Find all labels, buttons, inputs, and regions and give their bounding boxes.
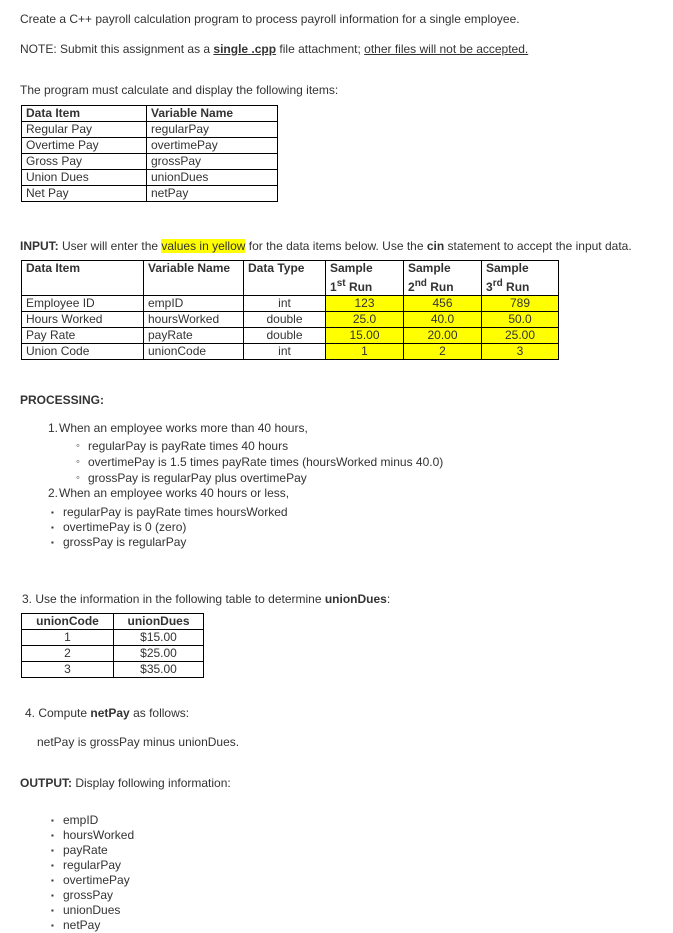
column-header-unioncode: unionCode xyxy=(22,614,114,630)
sample-value-cell: 50.0 xyxy=(482,312,559,328)
item4-text-2: as follows: xyxy=(129,706,190,720)
list-text: grossPay is regularPay plus overtimePay xyxy=(88,471,307,485)
list-text: overtimePay xyxy=(63,873,130,887)
union-dues-table xyxy=(21,613,204,678)
square-bullet-icon: ▪ xyxy=(51,508,54,517)
union-code-cell: 1 xyxy=(22,630,114,646)
list-text: netPay xyxy=(63,918,101,932)
column-header-data-item: Data Item xyxy=(22,261,144,296)
variable-name-cell: netPay xyxy=(147,186,278,202)
sample-value-cell: 15.00 xyxy=(326,328,404,344)
data-type-cell: double xyxy=(244,328,326,344)
output-items-list xyxy=(20,813,655,933)
square-bullet-icon: ▪ xyxy=(51,906,54,915)
variable-name-cell: regularPay xyxy=(147,122,278,138)
column-header-data-type: Data Type xyxy=(244,261,326,296)
list-text: When an employee works 40 hours or less, xyxy=(59,486,290,500)
input-highlight: values in yellow xyxy=(161,239,246,253)
input-text-2: for the data items below. Use the xyxy=(245,239,427,253)
processing-item-2-sublist xyxy=(20,505,655,550)
item3-uniondues-keyword: unionDues xyxy=(324,592,387,606)
table-row xyxy=(22,138,278,154)
list-item xyxy=(51,505,655,520)
list-item xyxy=(51,535,655,550)
run-number: 2 xyxy=(408,280,415,294)
sample-value-cell: 20.00 xyxy=(404,328,482,344)
processing-item-1-sublist xyxy=(20,438,655,486)
sample-value-cell: 789 xyxy=(482,296,559,312)
input-label: INPUT: xyxy=(20,239,59,253)
union-dues-cell: $15.00 xyxy=(114,630,204,646)
list-item xyxy=(51,828,655,843)
sample-value-cell: 123 xyxy=(326,296,404,312)
sample-value-cell: 2 xyxy=(404,344,482,360)
list-text: empID xyxy=(63,813,99,827)
data-type-cell: double xyxy=(244,312,326,328)
column-header-variable-name: Variable Name xyxy=(144,261,244,296)
intro-paragraph: Create a C++ payroll calculation program to process payroll information for a single employee. xyxy=(20,12,520,26)
run-number: 3 xyxy=(486,280,493,294)
list-item xyxy=(76,454,655,470)
table-row xyxy=(22,170,278,186)
square-bullet-icon: ▪ xyxy=(51,876,54,885)
variable-name-cell: overtimePay xyxy=(147,138,278,154)
union-code-cell: 3 xyxy=(22,662,114,678)
item3-text-1: 3. Use the information in the following table to determine xyxy=(22,592,325,606)
list-item xyxy=(51,843,655,858)
list-text: overtimePay is 0 (zero) xyxy=(63,520,187,534)
netpay-formula: netPay is grossPay minus unionDues. xyxy=(37,735,240,749)
table-header-row xyxy=(22,261,559,296)
run-word: Run xyxy=(430,280,454,294)
sample-value-cell: 40.0 xyxy=(404,312,482,328)
table-row xyxy=(22,122,278,138)
output-text: Display following information: xyxy=(72,776,231,790)
circle-bullet-icon: ◦ xyxy=(76,440,80,452)
column-header-variable-name: Variable Name xyxy=(147,106,278,122)
note-emphasis-single-cpp: single .cpp xyxy=(213,42,277,56)
processing-item-1 xyxy=(48,421,655,436)
variable-name-cell: hoursWorked xyxy=(144,312,244,328)
item4-netpay-keyword: netPay xyxy=(90,706,130,720)
square-bullet-icon: ▪ xyxy=(51,538,54,547)
square-bullet-icon: ▪ xyxy=(51,891,54,900)
column-header-sample-run-3 xyxy=(482,261,559,296)
sample-value-cell: 1 xyxy=(326,344,404,360)
note-text-2: file attachment; xyxy=(276,42,365,56)
list-text: overtimePay is 1.5 times payRate times (hoursWorked minus 40.0) xyxy=(88,455,444,469)
square-bullet-icon: ▪ xyxy=(51,816,54,825)
note-emphasis-other-files: other files will not be accepted. xyxy=(364,42,529,56)
list-item xyxy=(76,470,655,486)
sample-value-cell: 25.0 xyxy=(326,312,404,328)
list-text: When an employee works more than 40 hours, xyxy=(59,421,308,435)
data-item-cell: Union Code xyxy=(22,344,144,360)
list-text: hoursWorked xyxy=(63,828,135,842)
note-text-1: NOTE: Submit this assignment as a xyxy=(20,42,214,56)
item3-text-2: : xyxy=(386,592,391,606)
note-paragraph xyxy=(20,42,655,57)
table-row xyxy=(22,186,278,202)
sample-word: Sample xyxy=(330,261,373,275)
list-number: 2. xyxy=(48,486,59,500)
column-header-data-item: Data Item xyxy=(22,106,147,122)
union-dues-cell: $35.00 xyxy=(114,662,204,678)
list-item xyxy=(51,903,655,918)
data-item-cell: Union Dues xyxy=(22,170,147,186)
data-item-cell: Employee ID xyxy=(22,296,144,312)
square-bullet-icon: ▪ xyxy=(51,861,54,870)
list-item xyxy=(76,438,655,454)
square-bullet-icon: ▪ xyxy=(51,523,54,532)
variable-name-cell: unionCode xyxy=(144,344,244,360)
processing-heading xyxy=(20,393,655,408)
table-row xyxy=(22,328,559,344)
list-text: grossPay is regularPay xyxy=(63,535,187,549)
list-text: regularPay is payRate times hoursWorked xyxy=(63,505,288,519)
table-row xyxy=(22,662,204,678)
processing-item-4 xyxy=(25,706,655,721)
run-word: Run xyxy=(506,280,530,294)
processing-numbered-list xyxy=(20,421,655,501)
table-row xyxy=(22,646,204,662)
data-type-cell: int xyxy=(244,344,326,360)
input-data-table xyxy=(21,260,559,360)
square-bullet-icon: ▪ xyxy=(51,831,54,840)
square-bullet-icon: ▪ xyxy=(51,921,54,930)
list-text: regularPay is payRate times 40 hours xyxy=(88,439,289,453)
table-row xyxy=(22,312,559,328)
calc-items-intro: The program must calculate and display the following items: xyxy=(20,83,339,97)
item4-text-1: 4. Compute xyxy=(25,706,91,720)
variable-name-cell: grossPay xyxy=(147,154,278,170)
calc-items-table xyxy=(21,105,278,202)
column-header-sample-run-2 xyxy=(404,261,482,296)
input-paragraph xyxy=(20,239,655,254)
input-text-3: statement to accept the input data. xyxy=(444,239,632,253)
run-ordinal: st xyxy=(336,278,346,289)
table-header-row xyxy=(22,106,278,122)
column-header-sample-run-1 xyxy=(326,261,404,296)
table-row xyxy=(22,154,278,170)
sample-value-cell: 25.00 xyxy=(482,328,559,344)
list-item xyxy=(51,873,655,888)
list-item xyxy=(51,520,655,535)
run-ordinal: nd xyxy=(414,278,427,289)
list-item xyxy=(51,813,655,828)
column-header-uniondues: unionDues xyxy=(114,614,204,630)
output-label: OUTPUT: xyxy=(20,776,72,790)
circle-bullet-icon: ◦ xyxy=(76,456,80,468)
sample-value-cell: 3 xyxy=(482,344,559,360)
table-row xyxy=(22,296,559,312)
data-type-cell: int xyxy=(244,296,326,312)
run-word: Run xyxy=(348,280,373,294)
list-item xyxy=(51,918,655,933)
run-number: 1 xyxy=(330,280,337,294)
output-paragraph xyxy=(20,776,655,791)
union-dues-cell: $25.00 xyxy=(114,646,204,662)
list-text: unionDues xyxy=(63,903,121,917)
run-ordinal: rd xyxy=(492,278,503,289)
data-item-cell: Overtime Pay xyxy=(22,138,147,154)
data-item-cell: Net Pay xyxy=(22,186,147,202)
input-cin-keyword: cin xyxy=(426,239,445,253)
list-text: grossPay xyxy=(63,888,114,902)
variable-name-cell: empID xyxy=(144,296,244,312)
table-row xyxy=(22,344,559,360)
sample-word: Sample xyxy=(408,261,451,275)
input-text-1: User will enter the xyxy=(58,239,162,253)
list-item xyxy=(51,888,655,903)
sample-value-cell: 456 xyxy=(404,296,482,312)
data-item-cell: Hours Worked xyxy=(22,312,144,328)
square-bullet-icon: ▪ xyxy=(51,846,54,855)
list-number: 1. xyxy=(48,421,59,435)
data-item-cell: Pay Rate xyxy=(22,328,144,344)
data-item-cell: Regular Pay xyxy=(22,122,147,138)
table-row xyxy=(22,630,204,646)
processing-item-3 xyxy=(22,592,655,607)
variable-name-cell: payRate xyxy=(144,328,244,344)
processing-item-2 xyxy=(48,486,655,501)
union-code-cell: 2 xyxy=(22,646,114,662)
list-text: regularPay xyxy=(63,858,122,872)
variable-name-cell: unionDues xyxy=(147,170,278,186)
table-header-row xyxy=(22,614,204,630)
list-text: payRate xyxy=(63,843,108,857)
circle-bullet-icon: ◦ xyxy=(76,472,80,484)
sample-word: Sample xyxy=(486,261,529,275)
processing-title: PROCESSING: xyxy=(20,393,105,407)
list-item xyxy=(51,858,655,873)
data-item-cell: Gross Pay xyxy=(22,154,147,170)
